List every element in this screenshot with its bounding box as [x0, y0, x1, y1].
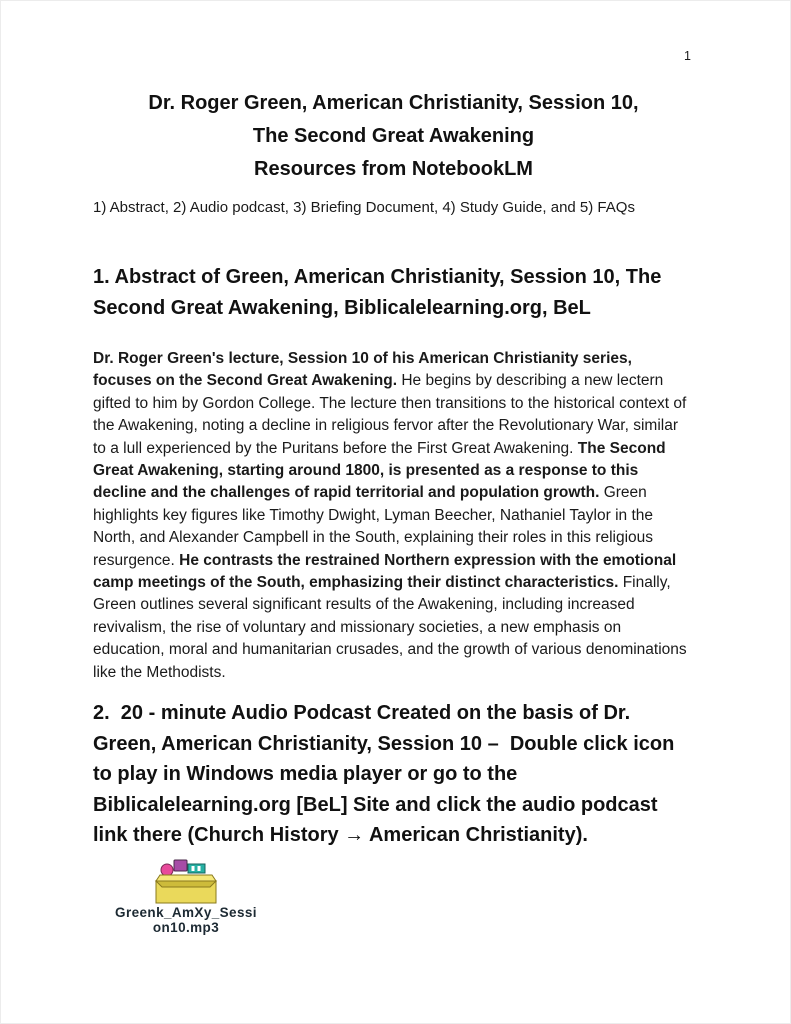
section2-heading-text: American Christianity).	[364, 824, 588, 847]
abstract-segment: Dr. Roger Green's lecture, Session 10 of his American Christianity series, focuses on the Second Great Awakening.	[93, 350, 637, 390]
title-line-3: Resources from NotebookLM	[254, 158, 533, 180]
document-title	[93, 87, 694, 186]
page-number: 1	[684, 49, 691, 63]
abstract-paragraph	[93, 348, 694, 684]
audio-filename-line-1[interactable]: Greenk_AmXy_Sessi	[115, 904, 257, 920]
resources-list: 1) Abstract, 2) Audio podcast, 3) Briefing Document, 4) Study Guide, and 5) FAQs	[93, 199, 635, 216]
abstract-segment: He begins by describing a new lectern gifted to him by Gordon College. The lecture then transitions to the historical context of the Awakening, noting a decline in religious fervor after the Revolutionary War, similar to a lull experienced by the Puritans before the First Great Awakening.	[93, 372, 691, 457]
audio-filename-line-2[interactable]: on10.mp3	[152, 919, 220, 935]
section2-heading	[93, 698, 694, 851]
title-line-2: The Second Great Awakening	[252, 125, 535, 147]
media-clip-icon[interactable]	[93, 859, 279, 905]
right-arrow-icon: →	[344, 824, 365, 847]
abstract-segment: Green highlights key figures like Timothy Dwight, Lyman Beecher, Nathaniel Taylor in the North, and Alexander Campbell in the South, explaining their roles in this religious resurgence.	[93, 484, 658, 569]
abstract-segment: He contrasts the restrained Northern expression with the emotional camp meetings of the South, emphasizing their distinct characteristics.	[93, 551, 681, 592]
section2-heading-text: 2. 20 - minute Audio Podcast Created on the basis of Dr. Green, American Christianity, Session 10 – Double click icon to play in Windows media player or go to the Biblicalelearning.org [BeL] Site and click the audio podcast link there (Church History	[93, 702, 680, 847]
audio-filename[interactable]	[93, 905, 279, 935]
title-line-1: Dr. Roger Green, American Christianity, Session 10,	[148, 92, 639, 114]
abstract-segment: The Second Great Awakening, starting around 1800, is presented as a response to this decline and the challenges of rapid territorial and population growth.	[93, 439, 670, 502]
section1-heading: 1. Abstract of Green, American Christianity, Session 10, The Second Great Awakening, Biblicalelearning.org, BeL	[93, 266, 667, 319]
audio-attachment[interactable]	[93, 859, 279, 935]
abstract-segment: Finally, Green outlines several significant results of the Awakening, including increased revivalism, the rise of voluntary and missionary societies, a new emphasis on education, moral and humanitarian crusades, and the growth of various denominations like the Methodists.	[93, 574, 691, 681]
